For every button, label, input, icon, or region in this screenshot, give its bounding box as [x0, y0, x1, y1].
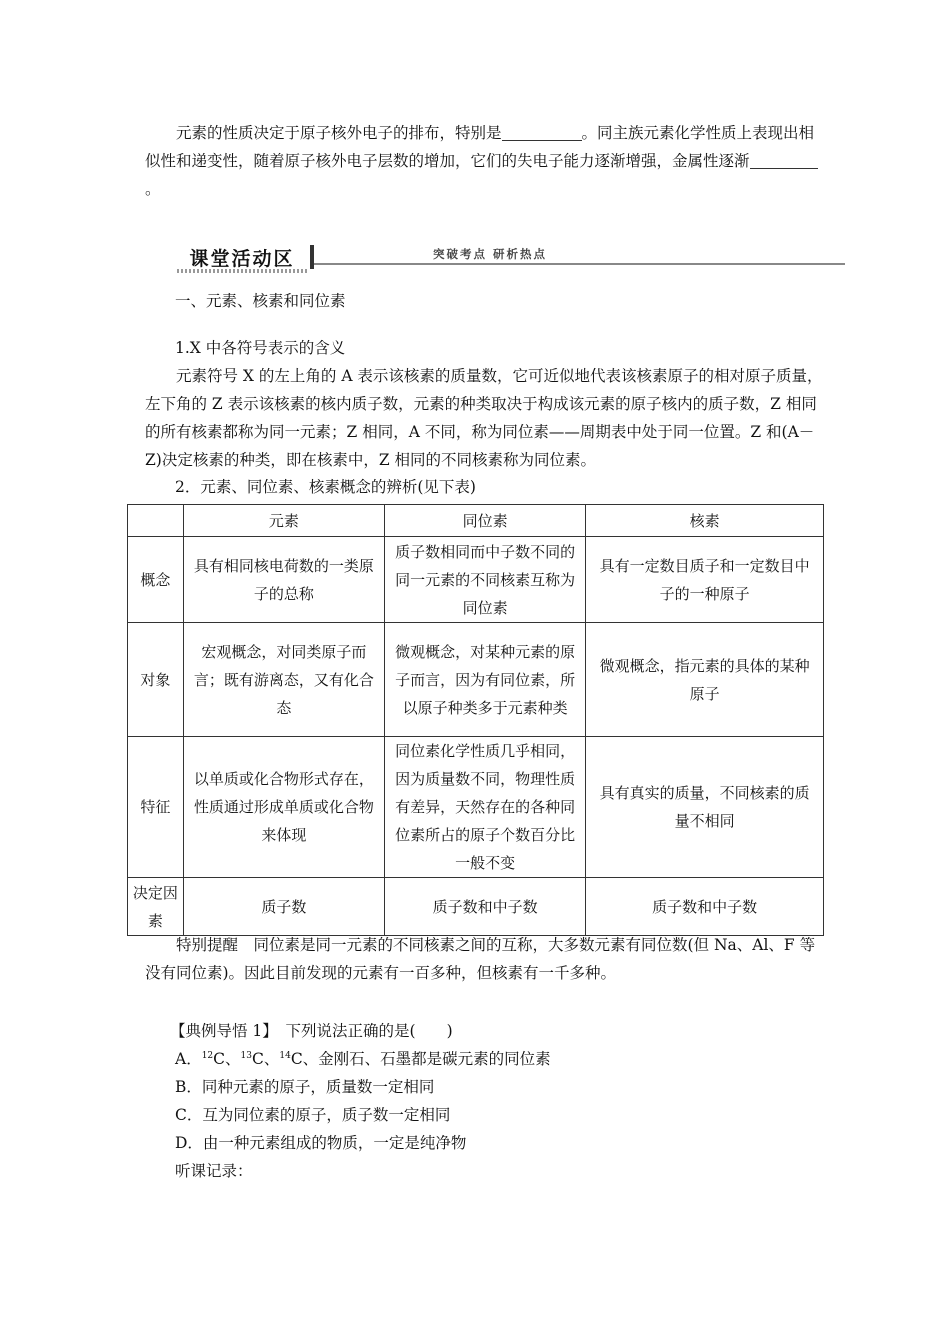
intro-text-2: 。同主族元素化学性质上表现出相似性和递变性，随着原子核外电子层数的增加，它们的失电子能力逐渐增强，金属性逐渐 — [145, 124, 815, 170]
table-row — [128, 878, 824, 936]
row-label: 概念 — [128, 537, 184, 623]
option-d[interactable]: D．由一种元素组成的物质，一定是纯净物 — [175, 1134, 467, 1152]
section-banner — [175, 243, 845, 273]
row-label: 对象 — [128, 623, 184, 737]
table-row — [128, 623, 824, 737]
table-header-cell — [128, 505, 184, 537]
table-header-cell: 核素 — [586, 505, 824, 537]
mass-number-13: 13 — [240, 1050, 252, 1061]
intro-paragraph — [145, 119, 825, 203]
notes-label: 听课记录： — [175, 1162, 253, 1180]
table-cell: 微观概念，对某种元素的原子而言，因为有同位素，所以原子种类多于元素种类 — [384, 623, 585, 737]
table-cell: 宏观概念，对同类原子而言；既有游离态，又有化合态 — [183, 623, 384, 737]
table-row — [128, 537, 824, 623]
table-cell: 同位素化学性质几乎相同，因为质量数不同，物理性质有差异，天然存在的各种同位素所占的原子个数百分比一般不变 — [384, 737, 585, 878]
table-cell: 具有一定数目质子和一定数目中子的一种原子 — [586, 537, 824, 623]
banner-rule — [314, 263, 845, 265]
item2-heading: 2．元素、同位素、核素概念的辨析(见下表) — [175, 478, 476, 496]
option-a-prefix: A． — [175, 1050, 202, 1068]
table-cell: 以单质或化合物形式存在，性质通过形成单质或化合物来体现 — [183, 737, 384, 878]
table-row — [128, 737, 824, 878]
option-a-text: C、金刚石、石墨都是碳元素的同位素 — [290, 1050, 551, 1068]
item1-paragraph: 元素符号 X 的左上角的 A 表示该核素的质量数，它可近似地代表该核素原子的相对原子质量，左下角的 Z 表示该核素的核内质子数，元素的种类取决于构成该元素的原子核内的质子数，Z 相同的所有核素都称为同一元素；Z 相同，A 不同，称为同位素——周期表中处于同一位置。Z 和(A－Z)决定核素的种类，即在核素中，Z 相同的不同核素称为同位素。 — [145, 367, 823, 469]
banner-divider — [310, 245, 314, 269]
table-cell: 微观概念，指元素的具体的某种原子 — [586, 623, 824, 737]
fill-blank-1[interactable] — [502, 125, 582, 142]
row-label: 决定因素 — [128, 878, 184, 936]
section-heading: 一、元素、核素和同位素 — [175, 292, 346, 310]
table-header-cell: 元素 — [183, 505, 384, 537]
table-cell: 具有真实的质量，不同核素的质量不相同 — [586, 737, 824, 878]
table-header-row — [128, 505, 824, 537]
example-title: 【典例导悟 1】 下列说法正确的是( ) — [170, 1022, 453, 1040]
special-note: 特别提醒 同位素是同一元素的不同核素之间的互称，大多数元素有同位数(但 Na、Al、F 等没有同位素)。因此目前发现的元素有一百多种，但核素有一千多种。 — [145, 936, 816, 982]
intro-text-1: 元素的性质决定于原子核外电子的排布，特别是 — [176, 124, 502, 142]
mass-number-14: 14 — [279, 1050, 291, 1061]
item1-heading: 1.X 中各符号表示的含义 — [175, 339, 346, 357]
row-label: 特征 — [128, 737, 184, 878]
table-cell: 质子数和中子数 — [384, 878, 585, 936]
intro-text-3: 。 — [145, 180, 161, 198]
option-a[interactable]: A．$^{12}$C、$^{13}$C、$^{14}$C、金刚石、石墨都是碳元素的同位素 — [175, 1050, 551, 1068]
banner-subtitle: 突破考点 研析热点 — [433, 247, 548, 261]
banner-underline-decoration — [177, 269, 309, 273]
table-cell: 质子数相同而中子数不同的同一元素的不同核素互称为同位素 — [384, 537, 585, 623]
table-header-cell: 同位素 — [384, 505, 585, 537]
table-cell: 质子数 — [183, 878, 384, 936]
fill-blank-2[interactable] — [750, 153, 818, 170]
mass-number-12: 12 — [201, 1050, 214, 1061]
comparison-table — [127, 504, 824, 936]
option-c[interactable]: C．互为同位素的原子，质子数一定相同 — [175, 1106, 451, 1124]
table-cell: 质子数和中子数 — [586, 878, 824, 936]
banner-title: 课堂活动区 — [189, 247, 295, 270]
table-cell: 具有相同核电荷数的一类原子的总称 — [183, 537, 384, 623]
option-b[interactable]: B．同种元素的原子，质量数一定相同 — [175, 1078, 435, 1096]
